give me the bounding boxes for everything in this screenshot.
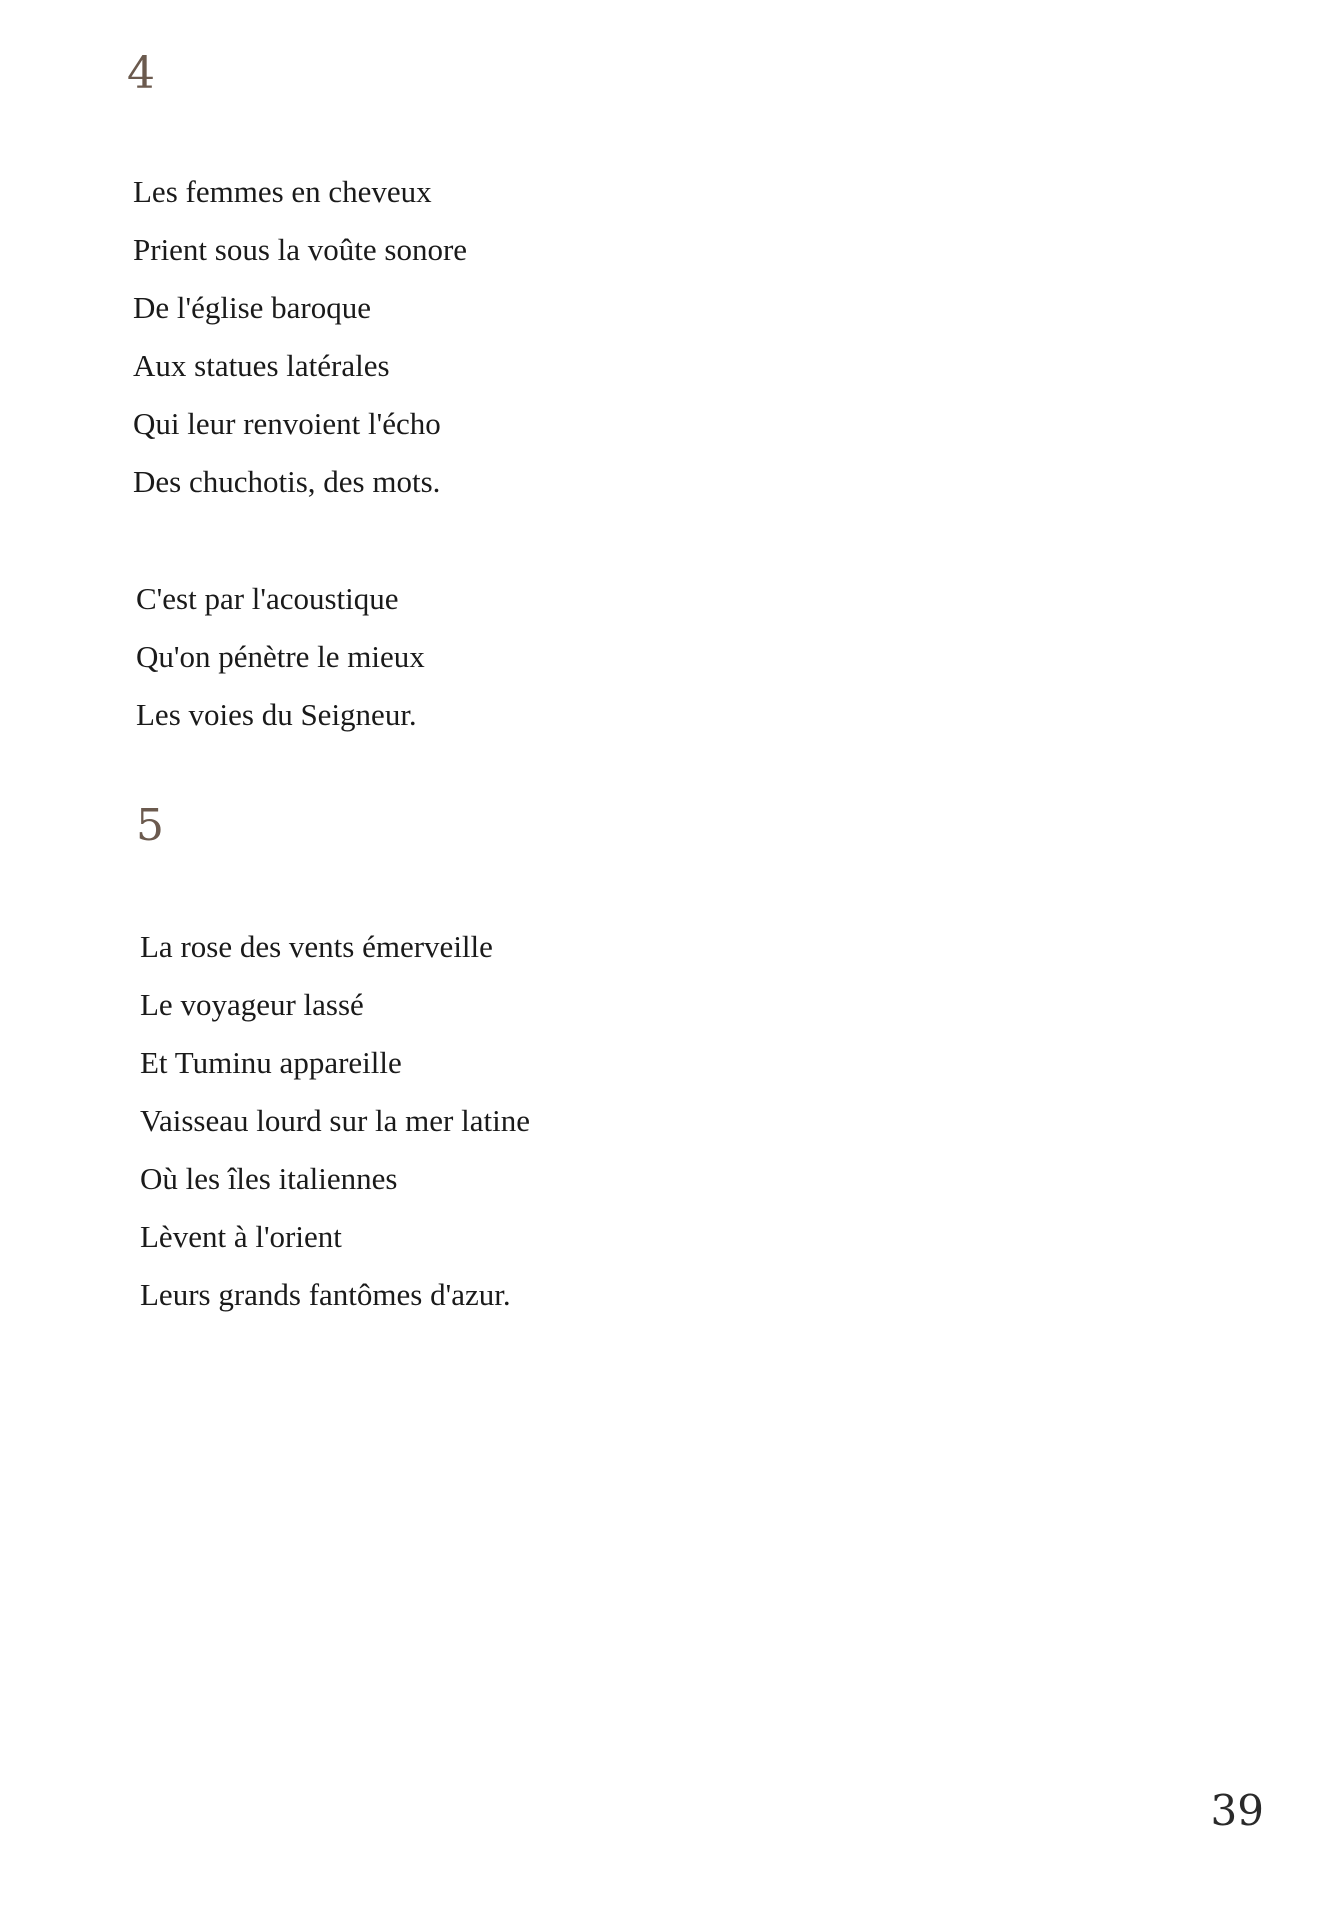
verse-line: Les femmes en cheveux <box>133 174 432 209</box>
page-number: 39 <box>1210 1786 1264 1835</box>
stanza-5-1 <box>140 918 530 1324</box>
verse-line: Aux statues latérales <box>133 348 390 383</box>
verse-line: Prient sous la voûte sonore <box>133 232 468 267</box>
verse-line: C'est par l'acoustique <box>136 581 399 616</box>
verse-line: Vaisseau lourd sur la mer latine <box>140 1103 530 1138</box>
section-number-5: 5 <box>136 800 164 851</box>
verse-line: Des chuchotis, des mots. <box>133 464 441 499</box>
verse-line: De l'église baroque <box>133 290 371 325</box>
verse-line: Leurs grands fantômes d'azur. <box>140 1277 511 1312</box>
verse-line: Qu'on pénètre le mieux <box>136 639 425 674</box>
verse-line: Où les îles italiennes <box>140 1161 398 1196</box>
stanza-4-1 <box>133 163 467 511</box>
verse-line: Les voies du Seigneur. <box>136 697 417 732</box>
verse-line: Le voyageur lassé <box>140 987 364 1022</box>
section-number-4: 4 <box>127 48 155 99</box>
verse-line: Qui leur renvoient l'écho <box>133 406 441 441</box>
verse-line: Et Tuminu appareille <box>140 1045 402 1080</box>
stanza-4-2 <box>136 570 425 744</box>
verse-line: La rose des vents émerveille <box>140 929 493 964</box>
verse-line: Lèvent à l'orient <box>140 1219 342 1254</box>
